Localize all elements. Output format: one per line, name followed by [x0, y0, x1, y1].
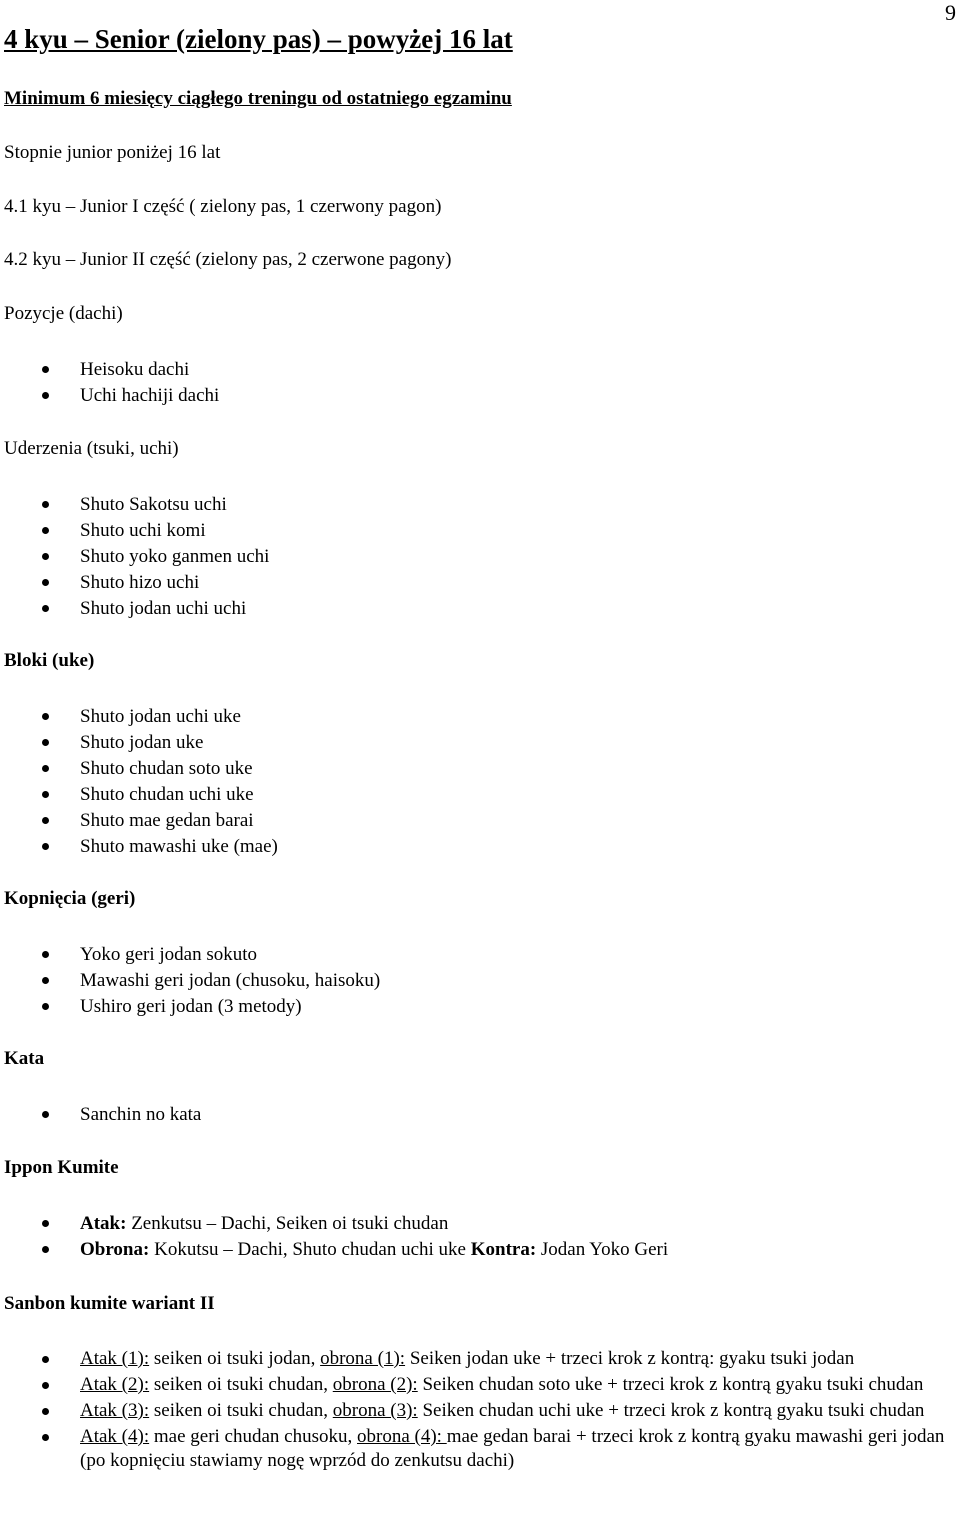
atak-label: Atak (3):	[80, 1400, 150, 1421]
obrona-text: Seiken chudan uchi uke + trzeci krok z kontrą gyaku tsuki chudan	[417, 1400, 925, 1421]
list-item: Shuto mawashi uke (mae)	[0, 834, 956, 860]
intro-line: 4.1 kyu – Junior I część ( zielony pas, 1 czerwony pagon)	[4, 196, 442, 217]
section-heading-kopniecia: Kopnięcia (geri)	[4, 888, 136, 909]
list-pozycje	[0, 357, 956, 409]
obrona-text: mae gedan barai + trzeci krok z kontrą gyaku mawashi geri jodan (po kopnięciu stawiamy nogę wprzód do zenkutsu dachi)	[80, 1426, 945, 1471]
obrona-label: Obrona:	[80, 1239, 150, 1260]
subtitle: Minimum 6 miesięcy ciągłego treningu od ostatniego egzaminu	[4, 88, 512, 109]
atak-text: seiken oi tsuki chudan,	[149, 1400, 333, 1421]
list-kata	[0, 1102, 956, 1128]
sanbon-item	[0, 1347, 956, 1371]
obrona-label: obrona (3):	[332, 1400, 418, 1421]
section-heading-ippon: Ippon Kumite	[4, 1157, 119, 1178]
sanbon-item	[0, 1399, 956, 1423]
list-item: Uchi hachiji dachi	[0, 383, 956, 409]
list-item: Shuto jodan uchi uke	[0, 704, 956, 730]
list-item: Shuto hizo uchi	[0, 570, 956, 596]
list-item: Shuto chudan soto uke	[0, 756, 956, 782]
list-item: Heisoku dachi	[0, 357, 956, 383]
intro-line: Stopnie junior poniżej 16 lat	[4, 142, 221, 163]
list-item: Shuto jodan uke	[0, 730, 956, 756]
list-item: Shuto uchi komi	[0, 518, 956, 544]
list-item: Shuto chudan uchi uke	[0, 782, 956, 808]
atak-label: Atak (2):	[80, 1374, 150, 1395]
section-heading-kata: Kata	[4, 1048, 45, 1069]
list-item: Yoko geri jodan sokuto	[0, 942, 956, 968]
atak-text: Zenkutsu – Dachi, Seiken oi tsuki chudan	[126, 1213, 449, 1234]
atak-text: seiken oi tsuki jodan,	[149, 1348, 321, 1369]
obrona-label: obrona (4):	[357, 1426, 447, 1447]
section-heading-uderzenia: Uderzenia (tsuki, uchi)	[4, 438, 179, 459]
ippon-atak-item	[0, 1211, 956, 1237]
list-item: Shuto mae gedan barai	[0, 808, 956, 834]
ippon-obrona-item	[0, 1237, 956, 1263]
section-heading-bloki: Bloki (uke)	[4, 650, 95, 671]
section-heading-sanbon: Sanbon kumite wariant II	[4, 1293, 215, 1314]
list-uderzenia	[0, 492, 956, 622]
obrona-text: Seiken jodan uke + trzeci krok z kontrą: gyaku tsuki jodan	[405, 1348, 855, 1369]
sanbon-item	[0, 1373, 956, 1397]
obrona-label: obrona (2):	[332, 1374, 418, 1395]
obrona-text: Seiken chudan soto uke + trzeci krok z kontrą gyaku tsuki chudan	[417, 1374, 924, 1395]
page-number: 9	[945, 0, 956, 25]
atak-label: Atak:	[80, 1213, 127, 1234]
list-sanbon	[0, 1347, 956, 1475]
list-item: Mawashi geri jodan (chusoku, haisoku)	[0, 968, 956, 994]
kontra-label: Kontra:	[470, 1239, 537, 1260]
atak-label: Atak (4):	[80, 1426, 150, 1447]
list-item: Shuto Sakotsu uchi	[0, 492, 956, 518]
list-item: Sanchin no kata	[0, 1102, 956, 1128]
kontra-text: Jodan Yoko Geri	[536, 1239, 669, 1260]
list-kopniecia	[0, 942, 956, 1020]
atak-label: Atak (1):	[80, 1348, 150, 1369]
section-heading-pozycje: Pozycje (dachi)	[4, 303, 123, 324]
list-item: Ushiro geri jodan (3 metody)	[0, 994, 956, 1020]
sanbon-item	[0, 1425, 956, 1473]
page-title: 4 kyu – Senior (zielony pas) – powyżej 16 lat	[4, 24, 513, 54]
list-item: Shuto yoko ganmen uchi	[0, 544, 956, 570]
intro-line: 4.2 kyu – Junior II część (zielony pas, 2 czerwone pagony)	[4, 249, 452, 270]
list-item: Shuto jodan uchi uchi	[0, 596, 956, 622]
list-bloki	[0, 704, 956, 860]
obrona-text: Kokutsu – Dachi, Shuto chudan uchi uke	[149, 1239, 471, 1260]
atak-text: seiken oi tsuki chudan,	[149, 1374, 333, 1395]
list-ippon	[0, 1211, 956, 1263]
obrona-label: obrona (1):	[320, 1348, 406, 1369]
atak-text: mae geri chudan chusoku,	[149, 1426, 358, 1447]
